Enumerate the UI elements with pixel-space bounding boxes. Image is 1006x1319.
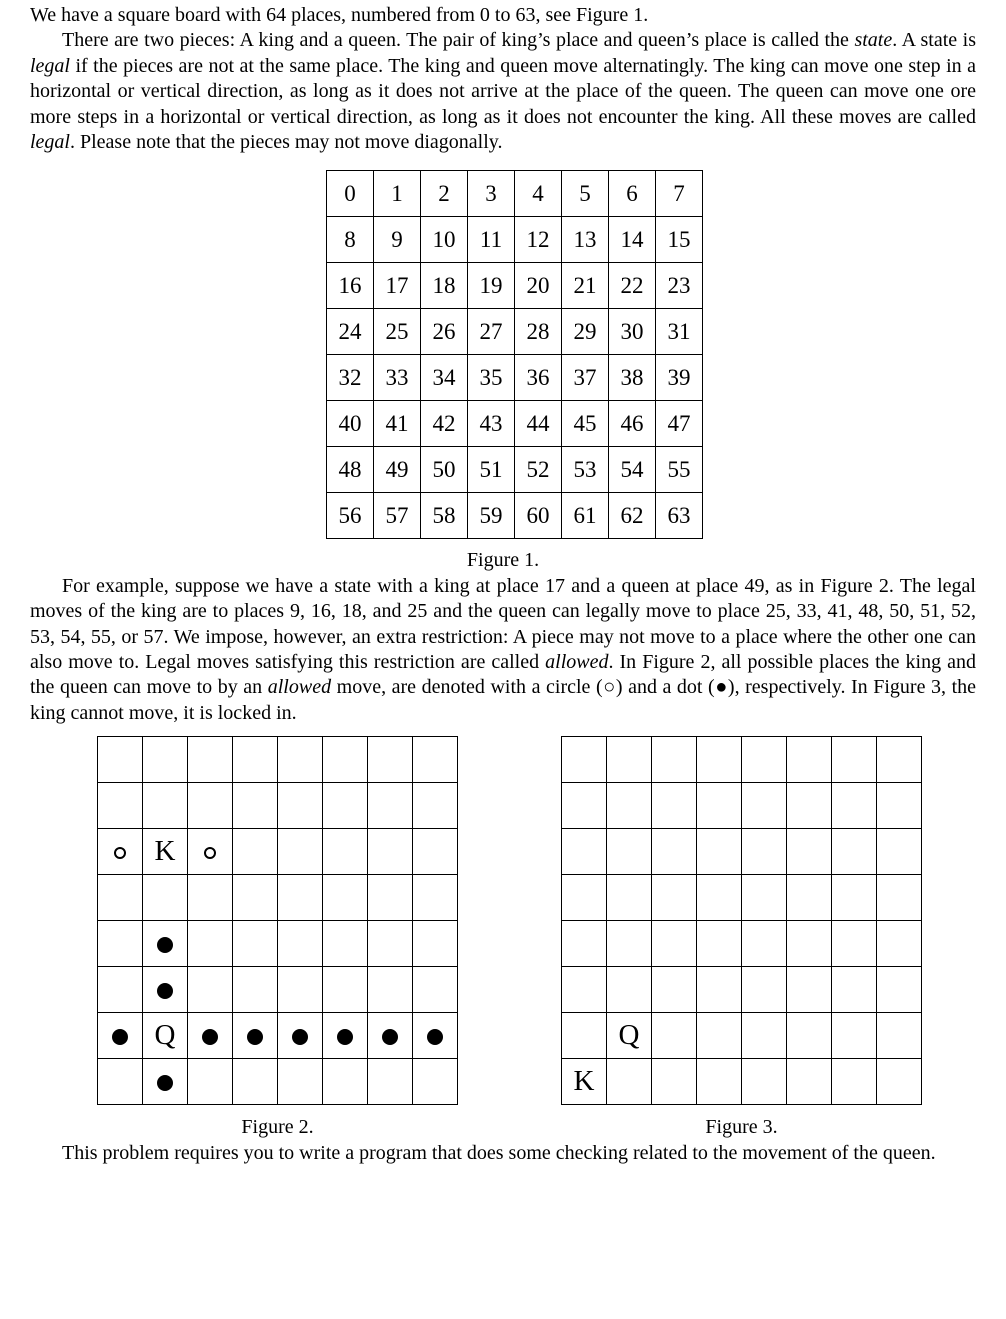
place-number-cell: 6 bbox=[609, 171, 656, 217]
queen-allowed-move-dot-icon bbox=[157, 983, 173, 999]
queen-allowed-move-dot-icon bbox=[247, 1029, 263, 1045]
board-row bbox=[562, 737, 922, 783]
queen-label: Q bbox=[618, 1019, 640, 1052]
board-cell bbox=[832, 1059, 877, 1105]
board-cell bbox=[143, 921, 188, 967]
board-cell bbox=[607, 921, 652, 967]
text-run: . Please note that the pieces may not move diagonally. bbox=[70, 131, 503, 154]
board-cell bbox=[742, 1059, 787, 1105]
board-cell bbox=[697, 1059, 742, 1105]
board-cell bbox=[697, 783, 742, 829]
board-cell bbox=[877, 967, 922, 1013]
board-cell bbox=[413, 921, 458, 967]
emphasized-text-run: allowed bbox=[267, 676, 332, 699]
board-cell bbox=[188, 737, 233, 783]
figure2-container bbox=[97, 736, 458, 1140]
board-row bbox=[98, 875, 458, 921]
board-cell bbox=[368, 783, 413, 829]
board-row bbox=[327, 171, 703, 217]
place-number-cell: 31 bbox=[656, 309, 703, 355]
queen-allowed-move-dot-icon bbox=[157, 937, 173, 953]
board-cell bbox=[233, 737, 278, 783]
place-number-cell: 3 bbox=[468, 171, 515, 217]
board-cell bbox=[143, 829, 188, 875]
board-cell bbox=[787, 967, 832, 1013]
figure1-container bbox=[30, 170, 976, 573]
board-cell bbox=[233, 875, 278, 921]
figure1-caption: Figure 1. bbox=[466, 549, 540, 572]
board-cell bbox=[787, 875, 832, 921]
board-cell bbox=[143, 737, 188, 783]
place-number-cell: 12 bbox=[515, 217, 562, 263]
board-cell bbox=[607, 875, 652, 921]
place-number-cell: 59 bbox=[468, 493, 515, 539]
emphasized-text-run: allowed bbox=[545, 651, 609, 674]
board-cell bbox=[368, 829, 413, 875]
board-cell bbox=[877, 829, 922, 875]
board-row bbox=[562, 921, 922, 967]
board-row bbox=[327, 309, 703, 355]
board-cell bbox=[368, 1013, 413, 1059]
board-cell bbox=[188, 967, 233, 1013]
figure3-board bbox=[561, 736, 922, 1105]
place-number-cell: 50 bbox=[421, 447, 468, 493]
board-cell bbox=[278, 1059, 323, 1105]
board-cell bbox=[278, 1013, 323, 1059]
board-row bbox=[562, 1013, 922, 1059]
board-cell bbox=[562, 829, 607, 875]
place-number-cell: 0 bbox=[327, 171, 374, 217]
board-row bbox=[562, 875, 922, 921]
board-cell bbox=[877, 737, 922, 783]
board-cell bbox=[832, 737, 877, 783]
king-allowed-move-circle-icon bbox=[204, 847, 216, 859]
place-number-cell: 18 bbox=[421, 263, 468, 309]
board-cell bbox=[652, 921, 697, 967]
board-cell bbox=[98, 783, 143, 829]
board-cell bbox=[143, 1059, 188, 1105]
place-number-cell: 56 bbox=[327, 493, 374, 539]
board-row bbox=[98, 829, 458, 875]
board-row bbox=[327, 401, 703, 447]
board-cell bbox=[562, 921, 607, 967]
board-cell bbox=[742, 967, 787, 1013]
place-number-cell: 4 bbox=[515, 171, 562, 217]
text-run: . In Figure 2, all possible places the king and the queen can move to by an bbox=[30, 651, 976, 699]
place-number-cell: 55 bbox=[656, 447, 703, 493]
board-cell bbox=[787, 737, 832, 783]
place-number-cell: 47 bbox=[656, 401, 703, 447]
queen-allowed-move-dot-icon bbox=[157, 1075, 173, 1091]
board-cell bbox=[98, 967, 143, 1013]
place-number-cell: 57 bbox=[374, 493, 421, 539]
board-cell bbox=[278, 875, 323, 921]
board-row bbox=[327, 447, 703, 493]
place-number-cell: 27 bbox=[468, 309, 515, 355]
place-number-cell: 11 bbox=[468, 217, 515, 263]
place-number-cell: 16 bbox=[327, 263, 374, 309]
board-cell bbox=[188, 1013, 233, 1059]
board-cell bbox=[607, 737, 652, 783]
place-number-cell: 49 bbox=[374, 447, 421, 493]
board-cell bbox=[98, 1013, 143, 1059]
place-number-cell: 23 bbox=[656, 263, 703, 309]
board-cell bbox=[697, 875, 742, 921]
board-row bbox=[562, 967, 922, 1013]
emphasized-text-run: state bbox=[854, 29, 893, 52]
paragraph-example bbox=[30, 574, 976, 726]
board-cell bbox=[652, 1013, 697, 1059]
board-cell bbox=[742, 783, 787, 829]
board-cell bbox=[368, 1059, 413, 1105]
board-cell bbox=[742, 875, 787, 921]
board-cell bbox=[607, 829, 652, 875]
place-number-cell: 5 bbox=[562, 171, 609, 217]
place-number-cell: 58 bbox=[421, 493, 468, 539]
board-row bbox=[327, 355, 703, 401]
queen-allowed-move-dot-icon bbox=[112, 1029, 128, 1045]
place-number-cell: 41 bbox=[374, 401, 421, 447]
board-cell bbox=[607, 783, 652, 829]
board-cell bbox=[143, 967, 188, 1013]
board-cell bbox=[832, 783, 877, 829]
board-cell bbox=[413, 737, 458, 783]
place-number-cell: 45 bbox=[562, 401, 609, 447]
text-run: move, are denoted with a circle (○) and a dot (●), respectively. In Figure 3, the king cannot move, it is locked in. bbox=[30, 676, 976, 724]
board-row bbox=[98, 921, 458, 967]
board-cell bbox=[278, 921, 323, 967]
queen-allowed-move-dot-icon bbox=[337, 1029, 353, 1045]
place-number-cell: 54 bbox=[609, 447, 656, 493]
figure1-board bbox=[326, 170, 703, 539]
place-number-cell: 14 bbox=[609, 217, 656, 263]
board-cell bbox=[98, 921, 143, 967]
text-run: For example, suppose we have a state with a king at place 17 and a queen at place 49, as in Figure 2. The legal moves of the king are to places 9, 16, 18, and 25 and the queen can legally move to place 25, 33, 41, 48, 50, 51, 52, 53, 54, 55, or 57. We impose, however, an extra restriction: A piece may not move to a place where the other one can also move to. Legal moves satisfying this restriction are called bbox=[30, 574, 976, 674]
board-cell bbox=[742, 737, 787, 783]
board-cell bbox=[413, 1013, 458, 1059]
figure3-caption: Figure 3. bbox=[705, 1116, 778, 1139]
figure2-caption: Figure 2. bbox=[241, 1116, 314, 1139]
board-cell bbox=[832, 875, 877, 921]
queen-allowed-move-dot-icon bbox=[382, 1029, 398, 1045]
place-number-cell: 2 bbox=[421, 171, 468, 217]
place-number-cell: 37 bbox=[562, 355, 609, 401]
place-number-cell: 25 bbox=[374, 309, 421, 355]
place-number-cell: 51 bbox=[468, 447, 515, 493]
text-run: if the pieces are not at the same place. The king and queen move alternatingly. The king can move one step in a horizontal or vertical direction, as long as it does not arrive at the place of the queen. The queen can move one ore more steps in a horizontal or vertical direction, as long as it does not encounter the king. All these moves are called bbox=[30, 54, 976, 128]
board-cell bbox=[98, 1059, 143, 1105]
king-label: K bbox=[573, 1065, 595, 1098]
place-number-cell: 43 bbox=[468, 401, 515, 447]
king-allowed-move-circle-icon bbox=[114, 847, 126, 859]
queen-label: Q bbox=[154, 1019, 176, 1052]
board-cell bbox=[652, 737, 697, 783]
board-cell bbox=[697, 921, 742, 967]
board-cell bbox=[233, 967, 278, 1013]
board-cell bbox=[562, 875, 607, 921]
board-cell bbox=[877, 875, 922, 921]
board-row bbox=[98, 1059, 458, 1105]
board-cell bbox=[188, 921, 233, 967]
board-cell bbox=[98, 829, 143, 875]
figure2-board bbox=[97, 736, 458, 1105]
board-cell bbox=[188, 1059, 233, 1105]
board-cell bbox=[98, 737, 143, 783]
board-cell bbox=[652, 875, 697, 921]
board-cell bbox=[413, 875, 458, 921]
place-number-cell: 36 bbox=[515, 355, 562, 401]
board-cell bbox=[877, 783, 922, 829]
board-cell bbox=[832, 1013, 877, 1059]
board-cell bbox=[877, 1059, 922, 1105]
board-cell bbox=[832, 829, 877, 875]
paragraph-intro bbox=[30, 3, 976, 28]
place-number-cell: 34 bbox=[421, 355, 468, 401]
text-run: This problem requires you to write a program that does some checking related to the movement of the queen. bbox=[62, 1141, 936, 1164]
place-number-cell: 60 bbox=[515, 493, 562, 539]
place-number-cell: 38 bbox=[609, 355, 656, 401]
paragraph-task bbox=[30, 1141, 976, 1166]
board-cell bbox=[652, 829, 697, 875]
place-number-cell: 48 bbox=[327, 447, 374, 493]
place-number-cell: 52 bbox=[515, 447, 562, 493]
place-number-cell: 17 bbox=[374, 263, 421, 309]
board-cell bbox=[98, 875, 143, 921]
board-cell bbox=[562, 1059, 607, 1105]
place-number-cell: 20 bbox=[515, 263, 562, 309]
board-cell bbox=[787, 1013, 832, 1059]
board-cell bbox=[787, 1059, 832, 1105]
board-cell bbox=[787, 783, 832, 829]
board-cell bbox=[323, 921, 368, 967]
board-row bbox=[327, 493, 703, 539]
board-row bbox=[98, 783, 458, 829]
board-cell bbox=[233, 1013, 278, 1059]
board-row bbox=[562, 829, 922, 875]
paragraph-pieces-rules bbox=[30, 28, 976, 155]
place-number-cell: 62 bbox=[609, 493, 656, 539]
board-cell bbox=[323, 737, 368, 783]
place-number-cell: 30 bbox=[609, 309, 656, 355]
text-run: We have a square board with 64 places, numbered from 0 to 63, see Figure 1. bbox=[30, 4, 649, 26]
board-cell bbox=[368, 921, 413, 967]
board-cell bbox=[143, 875, 188, 921]
board-cell bbox=[188, 875, 233, 921]
board-row bbox=[327, 263, 703, 309]
board-cell bbox=[188, 829, 233, 875]
place-number-cell: 9 bbox=[374, 217, 421, 263]
board-row bbox=[562, 783, 922, 829]
place-number-cell: 33 bbox=[374, 355, 421, 401]
text-run: There are two pieces: A king and a queen. The pair of king’s place and queen’s place is called the bbox=[62, 29, 855, 52]
board-cell bbox=[607, 967, 652, 1013]
board-cell bbox=[278, 967, 323, 1013]
place-number-cell: 19 bbox=[468, 263, 515, 309]
board-cell bbox=[877, 1013, 922, 1059]
place-number-cell: 10 bbox=[421, 217, 468, 263]
board-cell bbox=[607, 1013, 652, 1059]
board-cell bbox=[323, 1013, 368, 1059]
board-cell bbox=[323, 783, 368, 829]
board-cell bbox=[697, 829, 742, 875]
board-cell bbox=[697, 737, 742, 783]
board-row bbox=[98, 1013, 458, 1059]
board-cell bbox=[233, 1059, 278, 1105]
place-number-cell: 39 bbox=[656, 355, 703, 401]
board-cell bbox=[877, 921, 922, 967]
queen-allowed-move-dot-icon bbox=[292, 1029, 308, 1045]
board-cell bbox=[368, 967, 413, 1013]
king-label: K bbox=[154, 835, 176, 868]
text-run: . A state is bbox=[892, 29, 976, 52]
board-cell bbox=[697, 967, 742, 1013]
place-number-cell: 42 bbox=[421, 401, 468, 447]
board-cell bbox=[233, 921, 278, 967]
board-cell bbox=[652, 1059, 697, 1105]
board-cell bbox=[368, 875, 413, 921]
place-number-cell: 26 bbox=[421, 309, 468, 355]
board-cell bbox=[323, 967, 368, 1013]
place-number-cell: 44 bbox=[515, 401, 562, 447]
place-number-cell: 21 bbox=[562, 263, 609, 309]
board-cell bbox=[413, 967, 458, 1013]
place-number-cell: 28 bbox=[515, 309, 562, 355]
board-cell bbox=[562, 1013, 607, 1059]
board-cell bbox=[652, 783, 697, 829]
board-cell bbox=[787, 921, 832, 967]
place-number-cell: 46 bbox=[609, 401, 656, 447]
board-cell bbox=[562, 737, 607, 783]
board-cell bbox=[742, 829, 787, 875]
place-number-cell: 35 bbox=[468, 355, 515, 401]
board-cell bbox=[787, 829, 832, 875]
place-number-cell: 32 bbox=[327, 355, 374, 401]
board-row bbox=[98, 737, 458, 783]
board-cell bbox=[562, 783, 607, 829]
board-row bbox=[98, 967, 458, 1013]
board-cell bbox=[323, 875, 368, 921]
board-cell bbox=[413, 829, 458, 875]
board-cell bbox=[652, 967, 697, 1013]
board-row bbox=[562, 1059, 922, 1105]
place-number-cell: 13 bbox=[562, 217, 609, 263]
board-cell bbox=[832, 967, 877, 1013]
board-cell bbox=[233, 783, 278, 829]
figure3-container bbox=[561, 736, 922, 1140]
place-number-cell: 24 bbox=[327, 309, 374, 355]
board-cell bbox=[278, 737, 323, 783]
queen-allowed-move-dot-icon bbox=[427, 1029, 443, 1045]
place-number-cell: 53 bbox=[562, 447, 609, 493]
board-cell bbox=[562, 967, 607, 1013]
place-number-cell: 1 bbox=[374, 171, 421, 217]
board-cell bbox=[323, 829, 368, 875]
board-cell bbox=[368, 737, 413, 783]
board-cell bbox=[323, 1059, 368, 1105]
emphasized-text-run: legal bbox=[30, 54, 70, 77]
queen-allowed-move-dot-icon bbox=[202, 1029, 218, 1045]
board-cell bbox=[697, 1013, 742, 1059]
board-cell bbox=[742, 921, 787, 967]
board-cell bbox=[607, 1059, 652, 1105]
place-number-cell: 61 bbox=[562, 493, 609, 539]
board-cell bbox=[278, 783, 323, 829]
board-cell bbox=[143, 783, 188, 829]
board-cell bbox=[413, 783, 458, 829]
board-cell bbox=[143, 1013, 188, 1059]
figures-row bbox=[30, 736, 976, 1140]
board-cell bbox=[233, 829, 278, 875]
board-cell bbox=[278, 829, 323, 875]
place-number-cell: 29 bbox=[562, 309, 609, 355]
place-number-cell: 15 bbox=[656, 217, 703, 263]
board-cell bbox=[413, 1059, 458, 1105]
board-row bbox=[327, 217, 703, 263]
board-cell bbox=[188, 783, 233, 829]
board-cell bbox=[742, 1013, 787, 1059]
board-cell bbox=[832, 921, 877, 967]
place-number-cell: 7 bbox=[656, 171, 703, 217]
place-number-cell: 63 bbox=[656, 493, 703, 539]
emphasized-text-run: legal bbox=[30, 131, 70, 154]
place-number-cell: 8 bbox=[327, 217, 374, 263]
place-number-cell: 40 bbox=[327, 401, 374, 447]
place-number-cell: 22 bbox=[609, 263, 656, 309]
